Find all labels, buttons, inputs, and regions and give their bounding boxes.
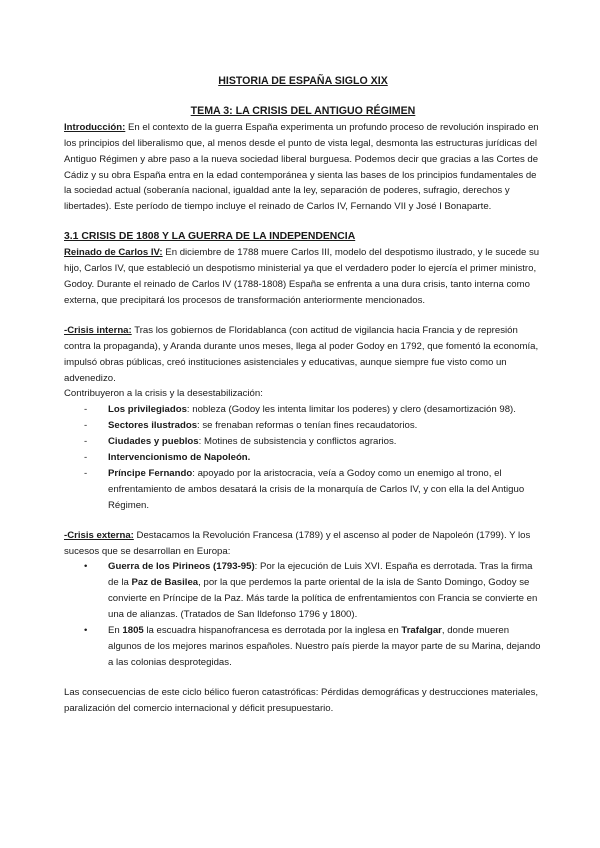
factor-term: Sectores ilustrados [108,420,198,432]
events-list [64,559,542,670]
factor-term: Príncipe Fernando [108,467,193,479]
intro-paragraph [64,120,542,215]
factor-term: Intervencionismo de Napoleón. [108,452,251,464]
intro-label: Introducción: [64,121,126,133]
factor-text: : nobleza (Godoy les intenta limitar los poderes) y clero (desamortización 98). [186,404,516,416]
event-term: Guerra de los Pirineos (1793-95) [108,561,255,573]
event-text: , por la que perdemos la parte oriental de la isla de Santo Domingo, Godoy se convierte en Príncipe de la Paz. Más tarde la política de enfrentamientos con Francia se convierte en una de alianzas. (Tratados de San Ildefonso 1796 y 1800). [108,577,538,621]
list-item [84,434,542,450]
factor-term: Ciudades y pueblos [108,436,199,448]
crisis-interna-label: -Crisis interna: [64,324,132,336]
list-item [84,623,542,671]
crisis-externa-label: -Crisis externa: [64,529,134,541]
reinado-label: Reinado de Carlos IV: [64,247,163,259]
reinado-paragraph [64,245,542,309]
event-term: Trafalgar [401,625,442,637]
document-title: HISTORIA DE ESPAÑA SIGLO XIX [218,75,388,87]
list-item [84,450,542,466]
intro-text: En el contexto de la guerra España experimenta un profundo proceso de revolución inspirado en los principios del liberalismo que, al menos desde el punto de vista legal, desmonta las estructuras jurídicas del Antiguo Régimen y abre paso a la nueva sociedad liberal burguesa. Podemos decir que gracias a las Cortes de Cádiz y su obra España entra en la edad contemporánea y sienta las bases de los principios fundamentales de la sociedad actual (soberanía nacional, igualdad ante la ley, separación de poderes, sufragio, derechos y libertades). Este período de tiempo incluye el reinado de Carlos IV, Fernando VII y José I Bonaparte. [64,121,539,213]
event-text: : Por la ejecución de Luis XVI. España es derrotada. Tras la firma de la [108,561,533,589]
crisis-interna-paragraph [64,323,542,387]
event-text: la escuadra hispanofrancesa es derrotada por la inglesa en [143,625,402,637]
crisis-externa-paragraph [64,528,542,560]
reinado-text: En diciembre de 1788 muere Carlos III, modelo del despotismo ilustrado, y le sucede su hijo, Carlos IV, que estableció un despotismo ministerial ya que el verdadero poder lo ejercía el primer ministro, Godoy. Durante el reinado de Carlos IV (1788-1808) España se enfrenta a una dura crisis, tanto interna como externa, que precipitará los procesos de transformación anteriormente mencionados. [64,247,540,306]
event-term: 1805 [122,625,144,637]
crisis-interna-text: Tras los gobiernos de Floridablanca (con actitud de vigilancia hacia Francia y de represión contra la propaganda), y Aranda durante unos meses, llega al poder Godoy en 1792, que fomentó la economía, impulsó obras públicas, creó instituciones asistenciales y educativas, aunque siempre fue visto como un advenedizo. [64,324,539,384]
factors-list [64,402,542,513]
list-item [84,402,542,418]
factor-text: : apoyado por la aristocracia, veía a Godoy como un enemigo al trono, el enfrentamiento de ambos desatará la crisis de la monarquía de Carlos IV, y con ella la del Antiguo Régimen. [108,467,525,511]
section-title: 3.1 CRISIS DE 1808 Y LA GUERRA DE LA INDEPENDENCIA [64,231,356,243]
factor-text: : Motines de subsistencia y conflictos agrarios. [198,436,397,448]
contribuyeron-line: Contribuyeron a la crisis y la desestabilización: [64,388,263,400]
event-term: Paz de Basilea [131,577,199,589]
factor-text: : se frenaban reformas o tenían fines recaudatorios. [197,420,418,432]
consecuencias-paragraph: Las consecuencias de este ciclo bélico fueron catastróficas: Pérdidas demográficas y destrucciones materiales, paralización del comercio internacional y déficit presupuestario. [64,686,539,714]
event-text: , donde mueren algunos de los mejores marinos españoles. Nuestro país pierde la mayor parte de su Marina, dejando a las colonias desprotegidas. [108,625,541,668]
factor-term: Los privilegiados [108,404,187,416]
list-item [84,418,542,434]
list-item [84,559,542,623]
event-text: En [108,625,123,637]
crisis-externa-text: Destacamos la Revolución Francesa (1789) y el ascenso al poder de Napoleón (1799). Y los sucesos que se desarrollan en Europa: [64,529,531,557]
tema-title: TEMA 3: LA CRISIS DEL ANTIGUO RÉGIMEN [190,104,416,117]
list-item [84,466,542,514]
